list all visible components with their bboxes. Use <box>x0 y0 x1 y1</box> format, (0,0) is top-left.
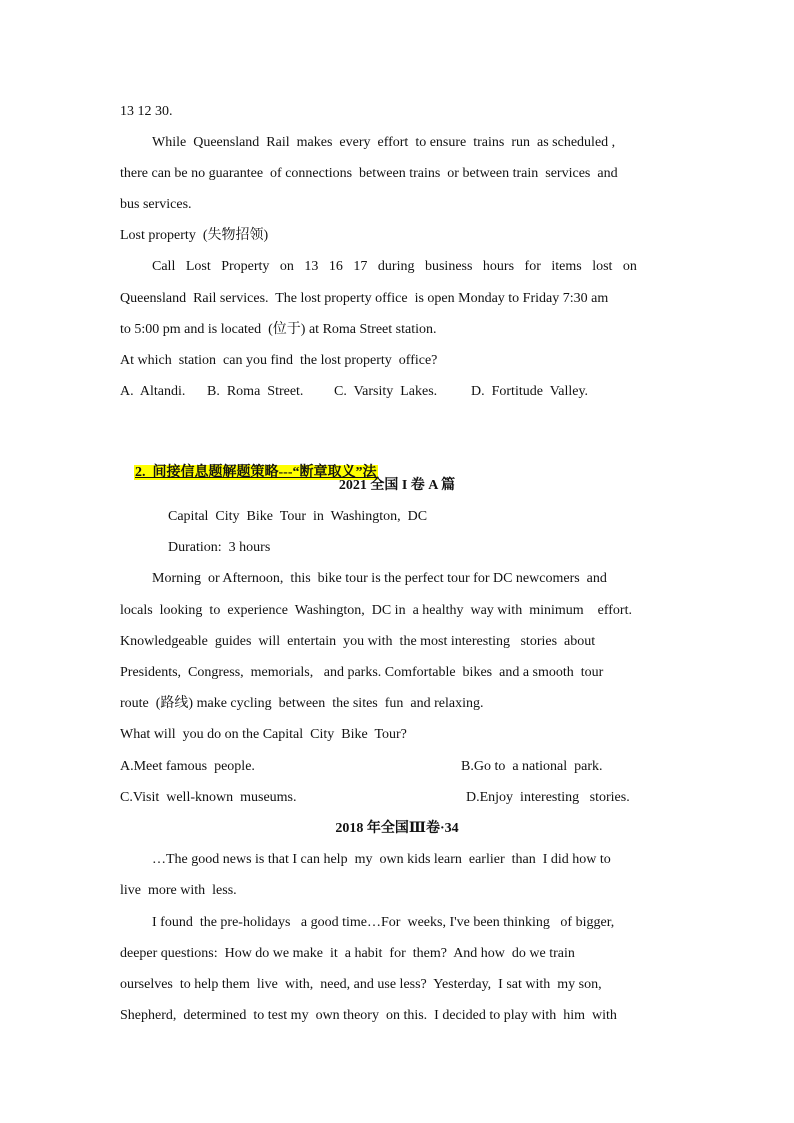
tour-duration: Duration: 3 hours <box>168 540 271 555</box>
option-a: A. Altandi. <box>120 384 186 399</box>
text-line: route (路线) make cycling between the sites fun and relaxing. <box>120 696 484 711</box>
text-line: deeper questions: How do we make it a habit for them? And how do we train <box>120 946 575 961</box>
text-line: While Queensland Rail makes every effort to ensure trains run as scheduled , <box>152 135 616 150</box>
option-d: D. Fortitude Valley. <box>471 384 589 399</box>
text-line: Knowledgeable guides will entertain you with the most interesting stories about <box>120 634 596 649</box>
tour-name: Capital City Bike Tour in Washington, DC <box>168 509 428 524</box>
option-a: A.Meet famous people. <box>120 759 255 774</box>
text-line: Morning or Afternoon, this bike tour is the perfect tour for DC newcomers and <box>152 571 607 586</box>
option-d: D.Enjoy interesting stories. <box>466 790 630 805</box>
text-line: to 5:00 pm and is located (位于) at Roma Street station. <box>120 322 437 337</box>
text-line: Queensland Rail services. The lost property office is open Monday to Friday 7:30 am <box>120 291 609 306</box>
text-line: ourselves to help them live with, need, and use less? Yesterday, I sat with my son, <box>120 977 602 992</box>
question-text: At which station can you find the lost property office? <box>120 353 438 368</box>
text-line: there can be no guarantee of connections between trains or between train services and <box>120 166 618 181</box>
passage-title: 2018 年全国Ⅲ卷·34 <box>335 821 459 836</box>
text-line: 13 12 30. <box>120 104 173 119</box>
text-line: Presidents, Congress, memorials, and parks. Comfortable bikes and a smooth tour <box>120 665 604 680</box>
text-line: bus services. <box>120 197 192 212</box>
passage-title: 2021 全国 I 卷 A 篇 <box>338 478 456 493</box>
text-line: Shepherd, determined to test my own theory on this. I decided to play with him with <box>120 1008 617 1023</box>
text-line: live more with less. <box>120 883 237 898</box>
option-b: B.Go to a national park. <box>461 759 603 774</box>
text-line: Call Lost Property on 13 16 17 during business hours for items lost on <box>152 259 637 274</box>
section-label-lost-property: Lost property (失物招领) <box>120 228 269 243</box>
question-text: What will you do on the Capital City Bike Tour? <box>120 727 407 742</box>
section-heading-text: 2. 间接信息题解题策略---“断章取义”法 <box>135 465 377 480</box>
option-b: B. Roma Street. <box>207 384 304 399</box>
text-line: I found the pre-holidays a good time…For weeks, I've been thinking of bigger, <box>152 915 615 930</box>
option-c: C.Visit well-known museums. <box>120 790 297 805</box>
text-line: …The good news is that I can help my own kids learn earlier than I did how to <box>152 852 611 867</box>
option-c: C. Varsity Lakes. <box>334 384 438 399</box>
text-line: locals looking to experience Washington, DC in a healthy way with minimum effort. <box>120 603 632 618</box>
